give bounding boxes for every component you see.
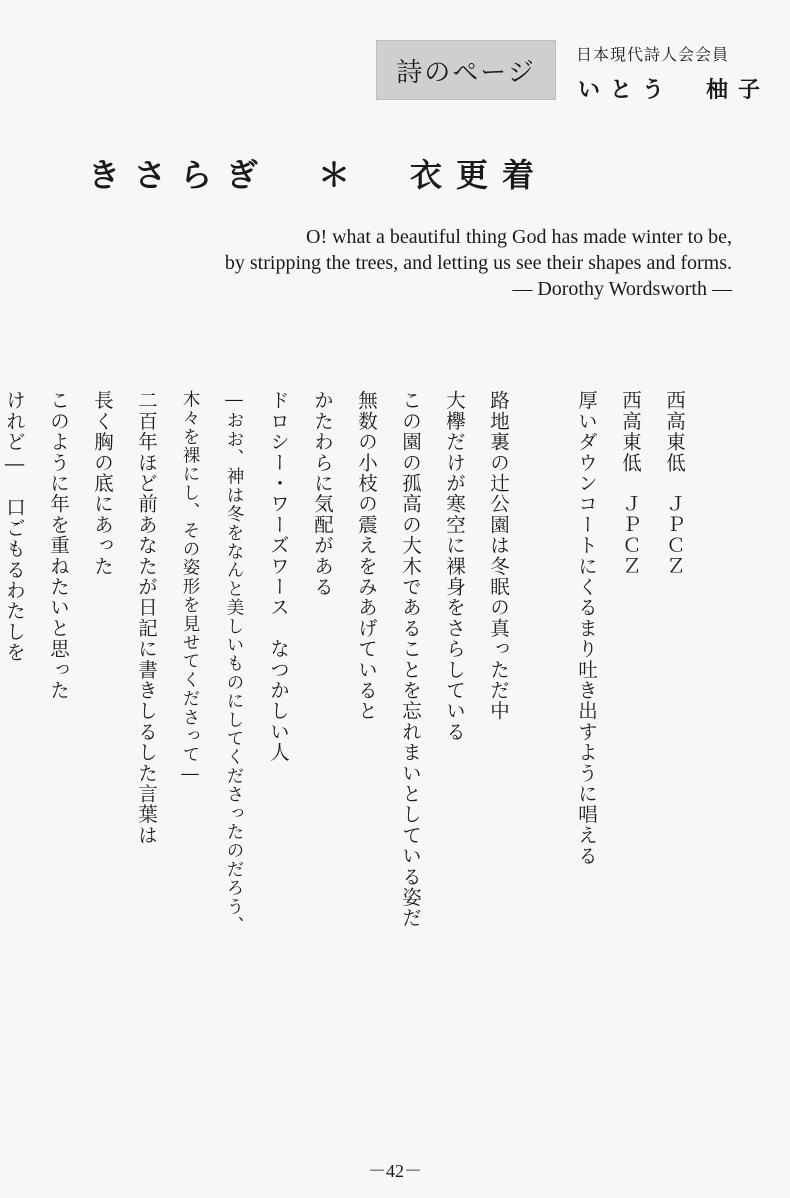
section-label-badge (376, 40, 556, 100)
author-name: いとう 柚子 (578, 78, 771, 103)
poem-line: 路地裏の辻公園は冬眠の真っただ中 (487, 390, 510, 722)
epigraph-line-1: O! what a beautiful thing God has made winter to be, (306, 226, 732, 248)
author-block (572, 38, 772, 104)
poem-line: 大欅だけが寒空に裸身をさらしている (443, 390, 466, 742)
poem-line: 厚いダウンコートにくるまり吐き出すように唱える (575, 390, 598, 867)
epigraph (132, 224, 732, 302)
poem-body (0, 390, 696, 1110)
poem-line: けれど― 口ごもるわたしを (3, 390, 26, 663)
poem-line: 西高東低 ＪＰＣＺ (619, 390, 642, 577)
poem-line: 長く胸の底にあった (91, 390, 114, 577)
epigraph-attribution: ― Dorothy Wordsworth ― (512, 278, 732, 300)
poem-title: きさらぎ ＊ 衣更着 (88, 156, 549, 194)
section-label: 詩のページ (396, 57, 536, 88)
epigraph-line-2: by stripping the trees, and letting us see their shapes and forms. (224, 252, 732, 274)
poem-line-quote: ―おお、神は冬をなんと美しいものにしてくださったのだろう、 (224, 390, 244, 935)
poem-line: 二百年ほど前あなたが日記に書きしるした言葉は (135, 390, 158, 846)
poem-line: 西高東低 ＪＰＣＺ (663, 390, 686, 577)
stanza-break (520, 390, 564, 1110)
poem-line: この園の孤高の大木であることを忘れまいとしている姿だ (399, 390, 422, 929)
poem-line: ドロシー・ワーズワース なつかしい人 (267, 390, 290, 763)
poem-line: このように年を重ねたいと思った (47, 390, 70, 701)
poem-line: 無数の小枝の震えをみあげていると (355, 390, 378, 722)
author-organization: 日本現代詩人会会員 (576, 45, 730, 64)
poem-line-quote: 木々を裸にし、その姿形を見せてくださって― (180, 390, 200, 786)
page-number: －42－ (368, 1161, 422, 1181)
poem-line: かたわらに気配がある (311, 390, 334, 597)
